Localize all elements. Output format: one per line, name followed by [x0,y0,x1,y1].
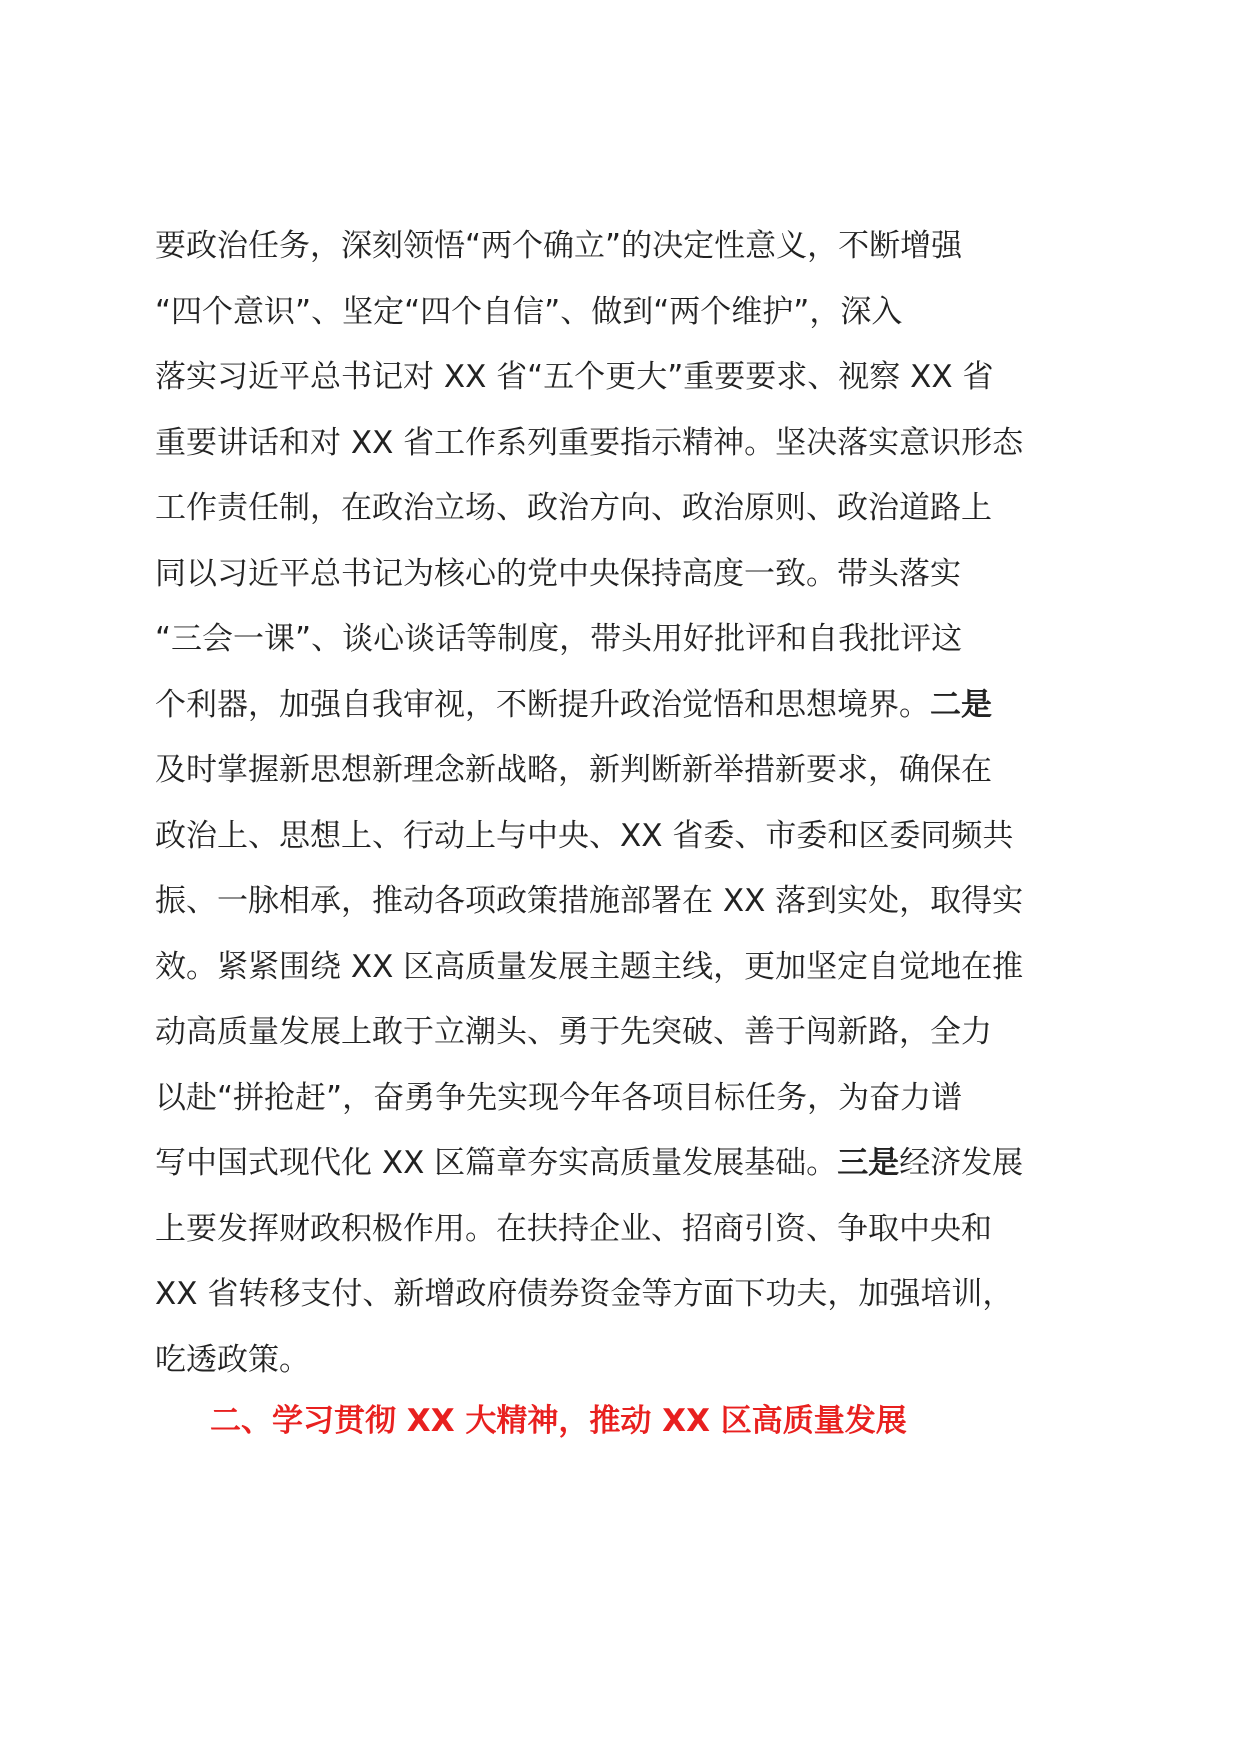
text-line [155,1000,1095,1066]
text-line [155,214,1095,280]
text-segment: “三会一课”、谈心谈话等制度，带头用好批评和自我批评这 [155,621,963,657]
text-segment: 政治上、思想上、行动上与中央、XX 省委、市委和区委同频共 [155,817,1014,854]
text-segment: 落实习近平总书记对 XX 省“五个更大”重要要求、视察 XX 省 [155,359,994,395]
text-line [155,673,1095,739]
bold-ordinal-marker: 三是 [837,1145,900,1181]
text-line [155,1262,1095,1328]
bold-ordinal-marker: 二是 [930,686,992,723]
text-segment: 以赴“拼抢赶”，奋勇争先实现今年各项目标任务，为奋力谱 [155,1079,963,1116]
text-segment: XX 省转移支付、新增政府债券资金等方面下功夫，加强培训， [155,1276,1014,1312]
text-line [155,1131,1095,1197]
text-line [155,1197,1095,1263]
text-segment: 动高质量发展上敢于立潮头、勇于先突破、善于闯新路，全力 [155,1014,992,1050]
text-line [155,476,1095,542]
text-line [155,1328,1095,1394]
text-line [155,411,1095,477]
text-line [155,869,1095,935]
text-segment: 振、一脉相承，推动各项政策措施部署在 XX 落到实处，取得实 [155,883,1024,919]
text-segment: 效。紧紧围绕 XX 区高质量发展主题主线，更加坚定自觉地在推 [155,948,1024,985]
text-line [155,280,1095,346]
text-line [155,345,1095,411]
body-paragraph [155,214,1095,1393]
text-segment: 要政治任务，深刻领悟“两个确立”的决定性意义，不断增强 [155,228,963,264]
text-segment: 个利器，加强自我审视，不断提升政治觉悟和思想境界。 [155,686,930,723]
text-segment: 及时掌握新思想新理念新战略，新判断新举措新要求，确保在 [155,752,992,788]
text-segment: 经济发展 [899,1145,1024,1181]
text-line [155,1066,1095,1132]
text-segment: 写中国式现代化 XX 区篇章夯实高质量发展基础。 [155,1145,838,1181]
section-heading: 二、学习贯彻 XX 大精神，推动 XX 区高质量发展 [210,1403,907,1439]
text-line [155,804,1095,870]
text-segment: 吃透政策。 [155,1341,310,1378]
text-segment: 工作责任制，在政治立场、政治方向、政治原则、政治道路上 [155,490,992,526]
text-segment: 重要讲话和对 XX 省工作系列重要指示精神。坚决落实意识形态 [155,424,1024,461]
text-line [155,738,1095,804]
text-line [155,935,1095,1001]
text-segment: “四个意识”、坚定“四个自信”、做到“两个维护”，深入 [155,293,903,330]
text-segment: 同以习近平总书记为核心的党中央保持高度一致。带头落实 [155,555,961,592]
text-line [155,542,1095,608]
text-line [155,607,1095,673]
text-segment: 上要发挥财政积极作用。在扶持企业、招商引资、争取中央和 [155,1210,992,1247]
